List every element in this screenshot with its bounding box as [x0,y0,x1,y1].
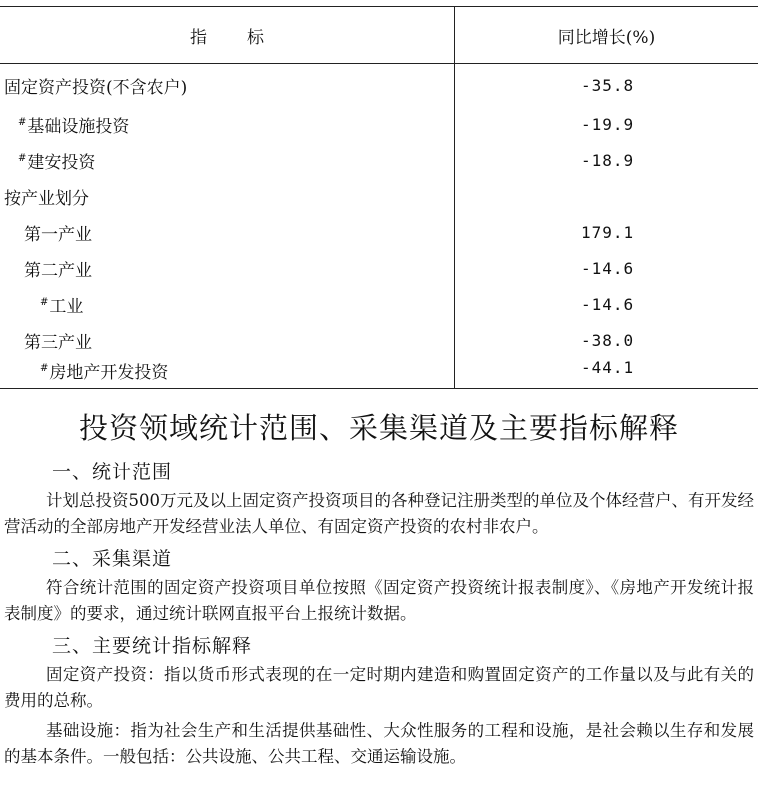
row-label-text: 第三产业 [24,332,92,353]
row-label [0,286,455,322]
row-label [0,322,455,358]
row-value [455,178,759,214]
row-value: -44.1 [455,358,759,389]
fixed-asset-investment-definition: 固定资产投资：指以货币形式表现的在一定时期内建造和购置固定资产的工作量以及与此有关的费用的总称。 [4,665,754,710]
row-value: -19.9 [581,114,635,134]
scope-paragraph: 计划总投资500万元及以上固定资产投资项目的各种登记注册类型的单位及个体经营户、有开发经营活动的全部房地产开发经营业法人单位、有固定资产投资的农村非农户。 [4,491,754,536]
investment-growth-table [0,6,758,389]
row-label-text: 按产业划分 [4,188,89,209]
table-row [0,142,758,178]
table-header-row [0,7,758,64]
investment-growth-table-wrapper [0,6,758,389]
explanatory-notes [0,406,758,774]
row-label [0,106,455,142]
row-label [0,214,455,250]
table-row [0,322,758,358]
row-label-text: 基础设施投资 [27,116,130,137]
indicator-header-char-1: 指 [190,27,207,48]
row-label [0,358,455,389]
table-body [0,64,758,389]
table-row [0,178,758,214]
row-value: -35.8 [581,75,635,95]
section-heading-indicators: 三、主要统计指标解释 [52,635,253,657]
row-label [0,64,455,107]
table-row [0,64,758,107]
row-label-text: 房地产开发投资 [49,363,169,383]
channel-paragraph: 符合统计范围的固定资产投资项目单位按照《固定资产投资统计报表制度》、《房地产开发统计报表制度》的要求，通过统计联网直报平台上报统计数据。 [4,578,754,623]
indicator-column-header [0,7,455,64]
table-row [0,214,758,250]
table-row [0,250,758,286]
hash-marker: # [40,296,49,308]
section-heading-scope: 一、统计范围 [52,461,173,483]
table-row [0,106,758,142]
row-label-text: 固定资产投资(不含农户) [4,77,188,98]
growth-column-header: 同比增长(%) [455,7,759,64]
section-heading-channel: 二、采集渠道 [52,548,173,570]
hash-marker: # [18,116,27,128]
row-label-text: 建安投资 [27,152,96,173]
row-label [0,250,455,286]
indicator-header-char-2: 标 [247,27,264,48]
hash-marker: # [18,152,27,164]
table-row [0,286,758,322]
row-label-text: 工业 [49,296,84,317]
infrastructure-definition: 基础设施：指为社会生产和生活提供基础性、大众性服务的工程和设施，是社会赖以生存和发展的基本条件。一般包括：公共设施、公共工程、交通运输设施。 [4,721,754,766]
row-label [0,142,455,178]
row-label-text: 第二产业 [24,260,92,281]
table-row [0,358,758,389]
row-label [0,178,455,214]
row-value: 179.1 [581,222,635,242]
row-value: -38.0 [581,330,635,350]
document-title: 投资领域统计范围、采集渠道及主要指标解释 [78,411,679,445]
row-value: -14.6 [581,258,635,278]
row-value: -18.9 [581,150,635,170]
row-value: -14.6 [581,294,635,314]
row-label-text: 第一产业 [24,224,92,245]
table-header [0,7,758,64]
hash-marker: # [40,363,49,375]
